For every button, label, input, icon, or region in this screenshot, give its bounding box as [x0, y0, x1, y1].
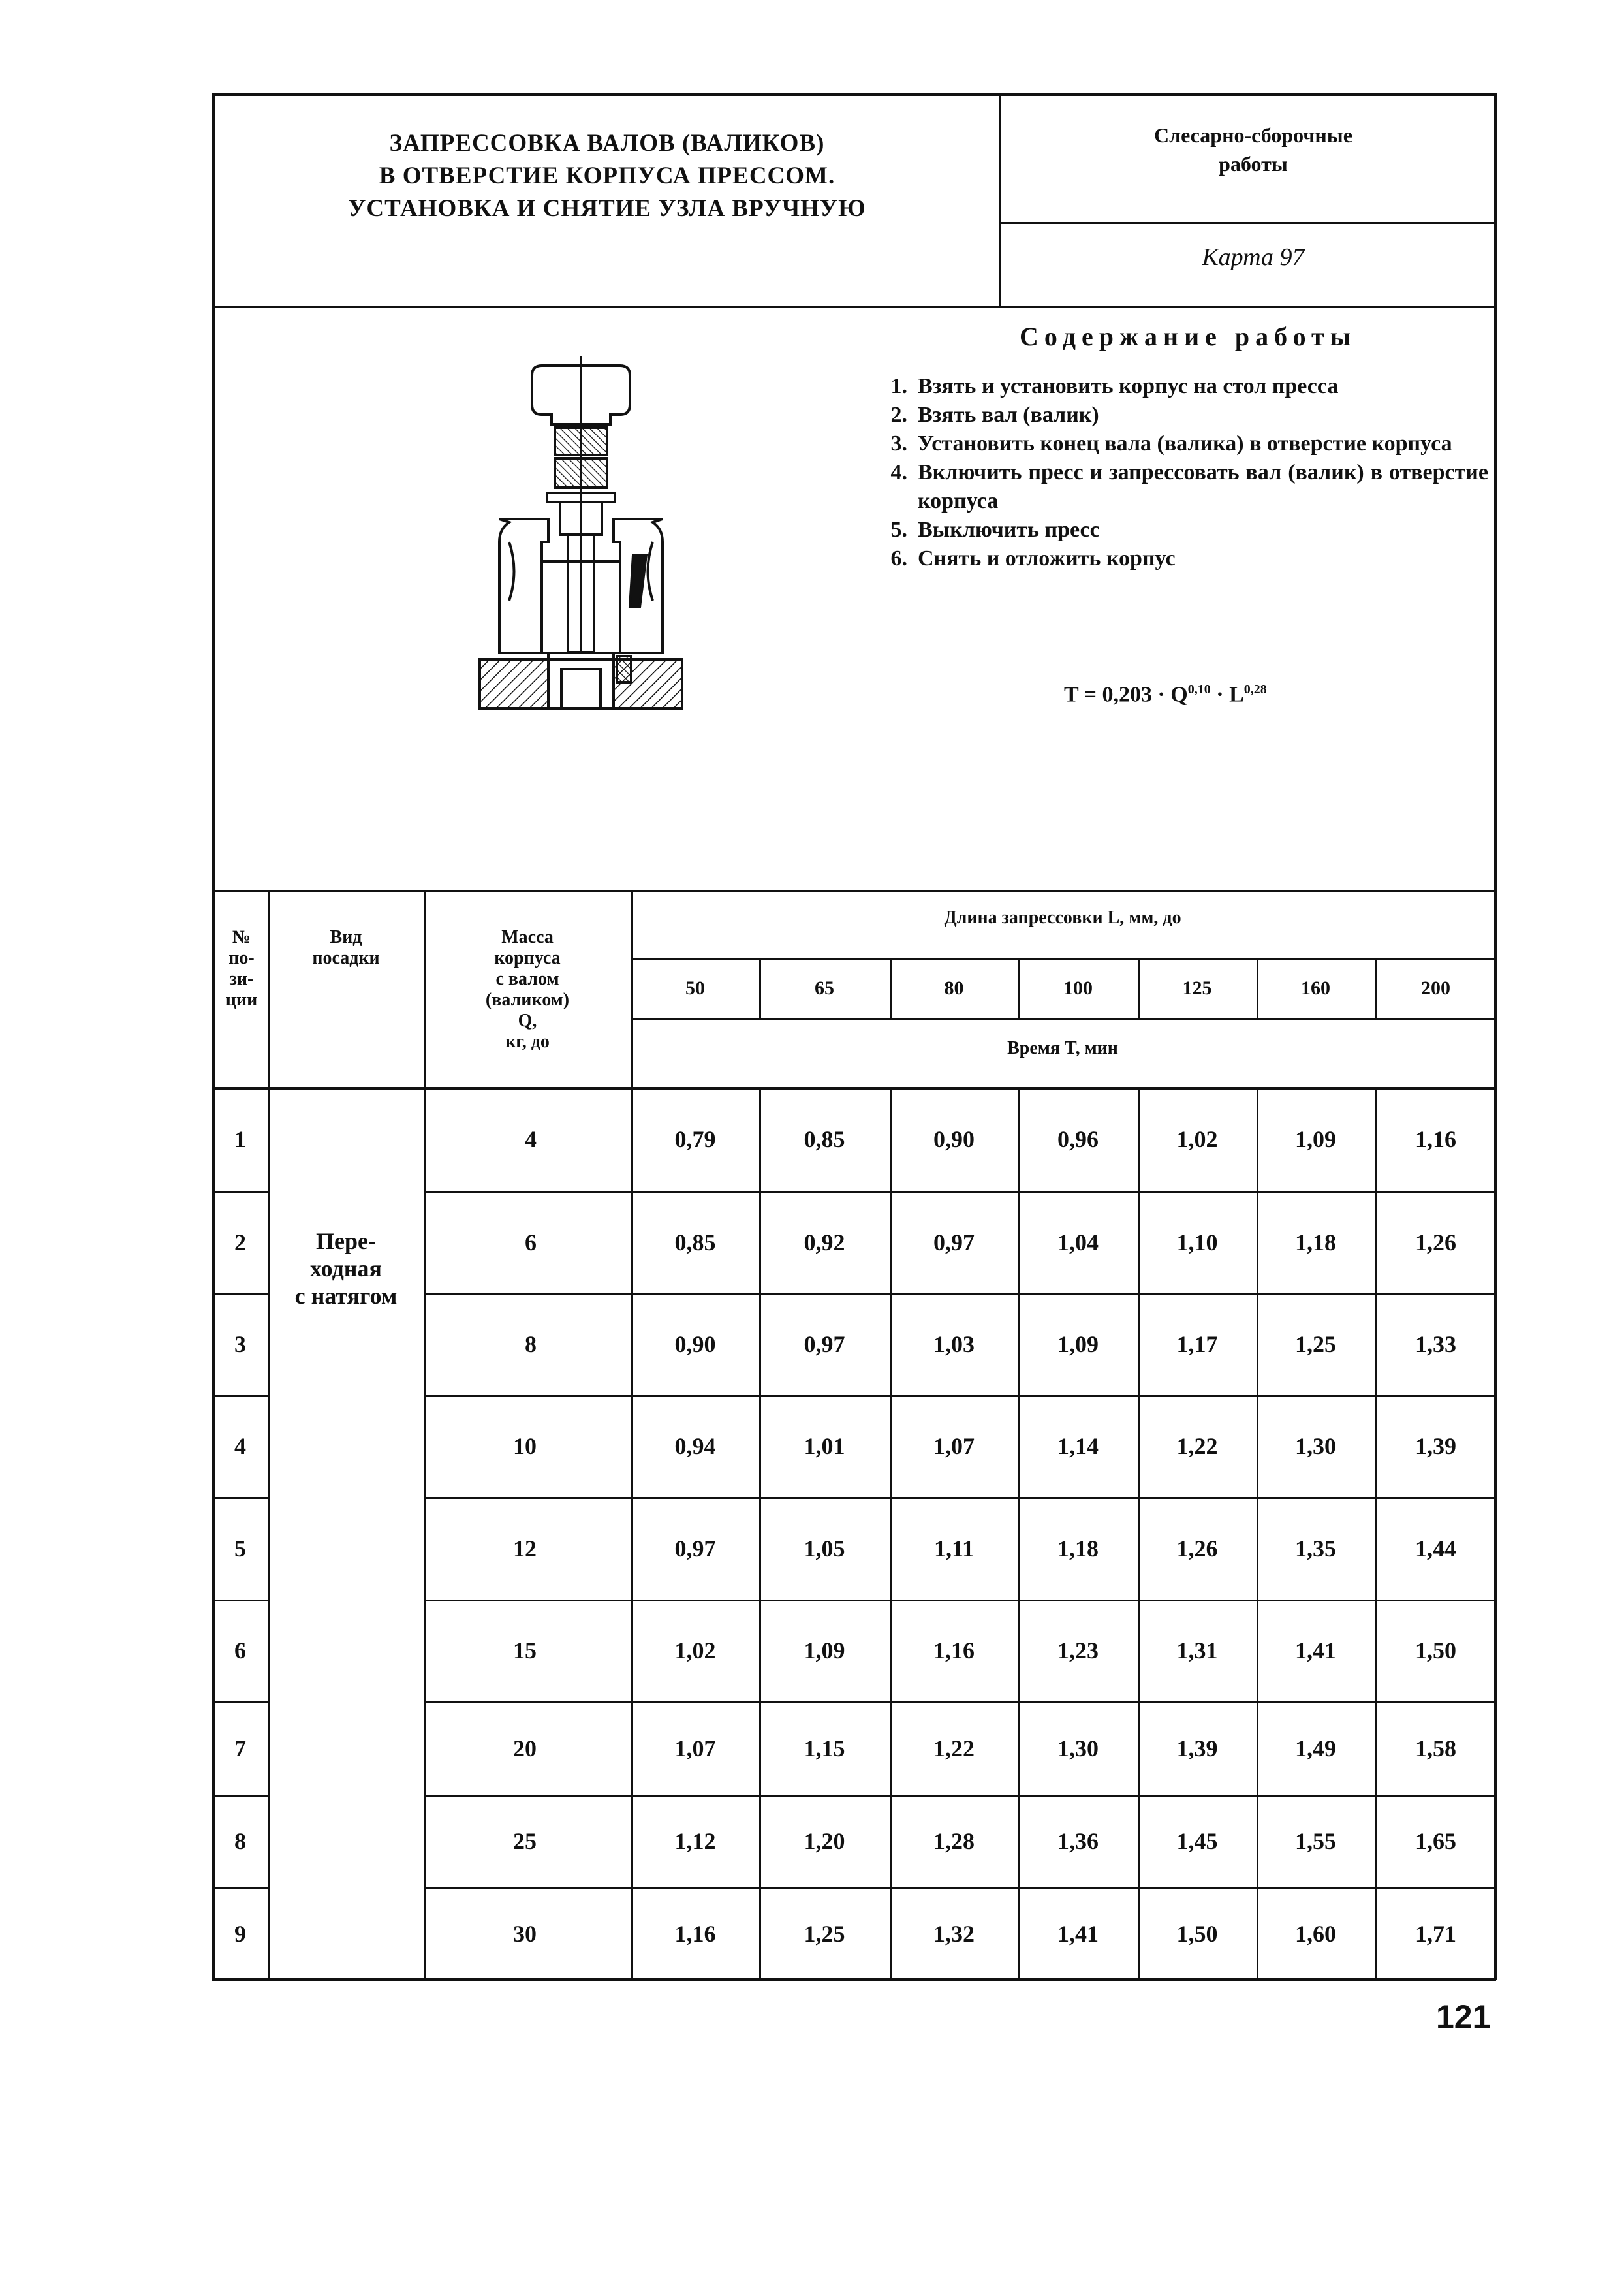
- time-value: 1,39: [1176, 1735, 1218, 1761]
- time-value: 1,58: [1415, 1735, 1456, 1761]
- row-position: 3: [234, 1331, 246, 1357]
- title-line: ЗАПРЕССОВКА ВАЛОВ (ВАЛИКОВ): [389, 130, 825, 157]
- row-position: 8: [234, 1828, 246, 1854]
- time-value: 0,97: [933, 1229, 975, 1255]
- step-item: 1. Взять и установить корпус на стол пресса: [890, 374, 1339, 398]
- time-value: 1,15: [804, 1735, 845, 1761]
- time-value: 1,01: [804, 1433, 845, 1459]
- step-item: 5. Выключить пресс: [890, 518, 1100, 542]
- time-value: 1,20: [804, 1828, 845, 1854]
- row-mass: 4: [525, 1126, 537, 1152]
- time-value: 1,60: [1295, 1920, 1336, 1947]
- time-value: 1,71: [1415, 1920, 1456, 1947]
- time-value: 1,16: [1415, 1126, 1456, 1152]
- step-item: 6. Снять и отложить корпус: [890, 546, 1176, 571]
- col-header-position: № по- зи- ции: [225, 927, 258, 1010]
- row-mass: 8: [525, 1331, 537, 1357]
- time-value: 1,39: [1415, 1433, 1456, 1459]
- row-position: 4: [234, 1433, 246, 1459]
- time-value: 1,28: [933, 1828, 975, 1854]
- time-value: 0,79: [674, 1126, 716, 1152]
- time-value: 0,90: [674, 1331, 716, 1357]
- time-value: 1,09: [804, 1637, 845, 1664]
- time-value: 1,02: [1176, 1126, 1218, 1152]
- time-value: 1,55: [1295, 1828, 1336, 1854]
- time-value: 0,97: [674, 1535, 716, 1562]
- step-item: 3. Установить конец вала (валика) в отверстие корпуса: [890, 432, 1452, 456]
- table-rule: [268, 890, 270, 1980]
- time-formula: T = 0,203 · Q$^{0,10}$ · L$^{0,28}$: [1064, 682, 1267, 707]
- time-value: 1,30: [1057, 1735, 1099, 1761]
- time-value: 1,23: [1057, 1637, 1099, 1664]
- length-header: 125: [1182, 977, 1212, 999]
- time-value: 1,49: [1295, 1735, 1336, 1761]
- time-value: 1,50: [1176, 1920, 1218, 1947]
- length-header: 160: [1301, 977, 1330, 999]
- row-mass: 15: [513, 1637, 537, 1664]
- time-value: 1,17: [1176, 1331, 1218, 1357]
- time-value: 1,02: [674, 1637, 716, 1664]
- step-item: 2. Взять вал (валик): [890, 403, 1099, 427]
- card-number: Карта 97: [1202, 244, 1305, 271]
- time-value: 1,26: [1415, 1229, 1456, 1255]
- time-value: 1,25: [1295, 1331, 1336, 1357]
- work-steps: [875, 372, 1488, 573]
- fit-type-label: Пере- ходная с натягом: [294, 1228, 398, 1309]
- time-value: 1,30: [1295, 1433, 1336, 1459]
- length-header: 100: [1063, 977, 1093, 999]
- time-value: 0,90: [933, 1126, 975, 1152]
- card-title: [215, 127, 999, 225]
- time-value: 0,85: [804, 1126, 845, 1152]
- time-value: 1,11: [933, 1535, 974, 1562]
- col-header-fit: Вид посадки: [312, 927, 380, 968]
- time-value: 1,22: [1176, 1433, 1218, 1459]
- row-mass: 20: [513, 1735, 537, 1761]
- step-item: 4. Включить пресс и запрессовать вал (валик) в отверстие корпуса: [890, 460, 1488, 513]
- col-header-length-group: Длина запрессовки L, мм, до: [944, 907, 1181, 928]
- time-value: 0,96: [1057, 1126, 1099, 1152]
- time-value: 1,25: [804, 1920, 845, 1947]
- time-value: 1,65: [1415, 1828, 1456, 1854]
- time-value: 1,26: [1176, 1535, 1218, 1562]
- time-value: 1,14: [1057, 1433, 1099, 1459]
- time-value: 1,32: [933, 1920, 975, 1947]
- time-value: 1,09: [1295, 1126, 1336, 1152]
- time-value: 1,10: [1176, 1229, 1218, 1255]
- length-header: 65: [815, 977, 834, 999]
- time-value: 0,92: [804, 1229, 845, 1255]
- time-value: 1,16: [674, 1920, 716, 1947]
- row-position: 7: [234, 1735, 246, 1761]
- time-value: 1,03: [933, 1331, 975, 1357]
- row-position: 1: [234, 1126, 246, 1152]
- row-mass: 12: [513, 1535, 537, 1562]
- time-value: 1,50: [1415, 1637, 1456, 1664]
- row-mass: 30: [513, 1920, 537, 1947]
- time-value: 0,94: [674, 1433, 716, 1459]
- length-header: 80: [944, 977, 964, 999]
- time-value: 1,18: [1295, 1229, 1336, 1255]
- time-value: 1,18: [1057, 1535, 1099, 1562]
- time-value: 1,45: [1176, 1828, 1218, 1854]
- time-value: 1,36: [1057, 1828, 1099, 1854]
- time-value: 1,05: [804, 1535, 845, 1562]
- row-mass: 10: [513, 1433, 537, 1459]
- page-number: 121: [1436, 1998, 1491, 2035]
- time-value: 1,22: [933, 1735, 975, 1761]
- time-value: 1,12: [674, 1828, 716, 1854]
- length-header: 200: [1421, 977, 1450, 999]
- category-line: Слесарно-сборочные: [1154, 123, 1352, 147]
- col-header-mass: Масса корпуса с валом (валиком) Q, кг, до: [485, 927, 570, 1052]
- table-rule: [631, 1018, 1497, 1020]
- title-line: В ОТВЕРСТИЕ КОРПУСА ПРЕССОМ.: [379, 163, 835, 189]
- row-mass: 6: [525, 1229, 537, 1255]
- length-header: 50: [685, 977, 705, 999]
- time-value: 1,07: [933, 1433, 975, 1459]
- time-value: 1,33: [1415, 1331, 1456, 1357]
- row-position: 5: [234, 1535, 246, 1562]
- time-value: 0,97: [804, 1331, 845, 1357]
- row-position: 9: [234, 1920, 246, 1947]
- category-line: работы: [1219, 152, 1288, 176]
- time-value: 1,07: [674, 1735, 716, 1761]
- row-mass: 25: [513, 1828, 537, 1854]
- time-value: 1,04: [1057, 1229, 1099, 1255]
- time-value: 1,09: [1057, 1331, 1099, 1357]
- row-position: 6: [234, 1637, 246, 1664]
- col-header-time: Время T, мин: [1007, 1038, 1118, 1058]
- work-category: [1005, 121, 1501, 178]
- time-value: 1,35: [1295, 1535, 1336, 1562]
- time-value: 1,31: [1176, 1637, 1218, 1664]
- time-value: 1,44: [1415, 1535, 1456, 1562]
- time-value: 0,85: [674, 1229, 716, 1255]
- time-value: 1,41: [1057, 1920, 1099, 1947]
- row-position: 2: [234, 1229, 246, 1255]
- content-heading: Содержание работы: [1020, 322, 1356, 351]
- press-fit-drawing: [470, 346, 692, 712]
- time-value: 1,16: [933, 1637, 975, 1664]
- title-line: УСТАНОВКА И СНЯТИЕ УЗЛА ВРУЧНУЮ: [348, 195, 866, 222]
- time-value: 1,41: [1295, 1637, 1336, 1664]
